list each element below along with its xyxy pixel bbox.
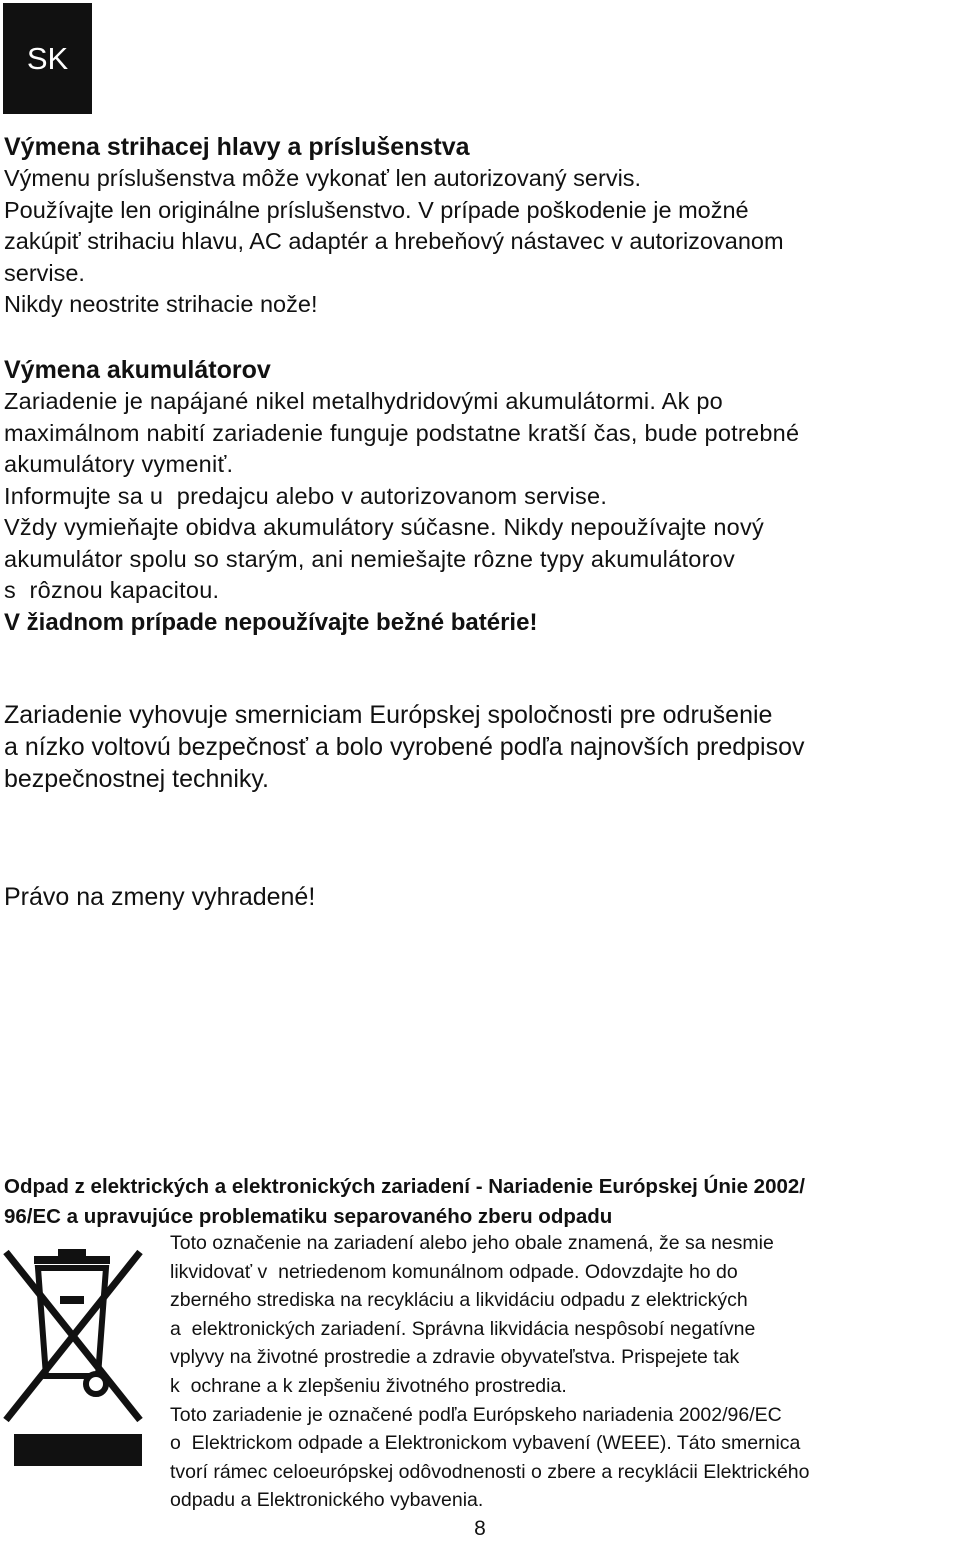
text-line: Toto zariadenie je označené podľa Európskeho nariadenia 2002/96/EC	[170, 1403, 782, 1426]
weee-body	[170, 1229, 960, 1515]
section-title: Výmena akumulátorov	[4, 356, 271, 384]
text-line: Používajte len originálne príslušenstvo. V prípade poškodenie je možné	[4, 196, 749, 223]
rights-reserved	[4, 881, 954, 913]
text-line: akumulátor spolu so starým, ani nemiešajte rôzne typy akumulátorov	[4, 545, 735, 572]
text-line: Vždy vymieňajte obidva akumulátory súčasne. Nikdy nepoužívajte nový	[4, 514, 764, 540]
section-batteries	[4, 354, 954, 638]
rights-text: Právo na zmeny vyhradené!	[4, 883, 316, 911]
text-line: s rôznou kapacitou.	[4, 577, 220, 603]
text-line: akumulátory vymeniť.	[4, 451, 234, 477]
weee-heading	[4, 1172, 954, 1232]
text-line: Zariadenie vyhovuje smerniciam Európskej spoločnosti pre odrušenie	[4, 701, 773, 729]
text-line: Výmenu príslušenstva môže vykonať len autorizovaný servis.	[4, 165, 642, 191]
section-accessories	[4, 131, 954, 321]
text-line: Nikdy neostrite strihacie nože!	[4, 291, 318, 317]
text-line: vplyvy na životné prostredie a zdravie obyvateľstva. Prispejete tak	[170, 1346, 740, 1369]
text-line: o Elektrickom odpade a Elektronickom vybavení (WEEE). Táto smernica	[170, 1432, 801, 1455]
page-number: 8	[474, 1517, 486, 1540]
text-line: Informujte sa u predajcu alebo v autorizovanom servise.	[4, 482, 608, 509]
text-line: servise.	[4, 259, 85, 286]
text-line: a elektronických zariadení. Správna likvidácia nespôsobí negatívne	[170, 1317, 756, 1340]
weee-title-line: 96/EC a upravujúce problematiku separovaného zberu odpadu	[4, 1205, 613, 1228]
crossed-out-wheelie-bin-icon	[0, 1246, 146, 1470]
text-line: k ochrane a k zlepšeniu životného prostredia.	[170, 1374, 567, 1397]
text-line: zberného strediska na recykláciu a likvidáciu odpadu z elektrických	[170, 1289, 748, 1312]
text-line: Toto označenie na zariadení alebo jeho obale znamená, že sa nesmie	[170, 1232, 774, 1254]
text-line: tvorí rámec celoeurópskej odôvodnenosti o zbere a recyklácii Elektrického	[170, 1460, 810, 1483]
text-line: bezpečnostnej techniky.	[4, 765, 269, 793]
text-line: a nízko voltovú bezpečnosť a bolo vyrobené podľa najnovších predpisov	[4, 733, 805, 761]
battery-warning: V žiadnom prípade nepoužívajte bežné batérie!	[4, 608, 538, 636]
section-title: Výmena strihacej hlavy a príslušenstva	[4, 133, 470, 161]
language-tab	[3, 3, 92, 114]
compliance-statement	[4, 699, 954, 795]
text-line: odpadu a Elektronického vybavenia.	[170, 1489, 484, 1512]
text-line: Zariadenie je napájané nikel metalhydridovými akumulátormi. Ak po	[4, 388, 724, 414]
weee-title-line: Odpad z elektrických a elektronických zariadení - Nariadenie Európskej Únie 2002/	[4, 1175, 805, 1198]
text-line: maximálnom nabití zariadenie funguje podstatne kratší čas, bude potrebné	[4, 419, 800, 446]
language-code: SK	[26, 41, 69, 76]
text-line: zakúpiť strihaciu hlavu, AC adaptér a hrebeňový nástavec v autorizovanom	[4, 228, 784, 254]
text-line: likvidovať v netriedenom komunálnom odpade. Odovzdajte ho do	[170, 1260, 738, 1283]
